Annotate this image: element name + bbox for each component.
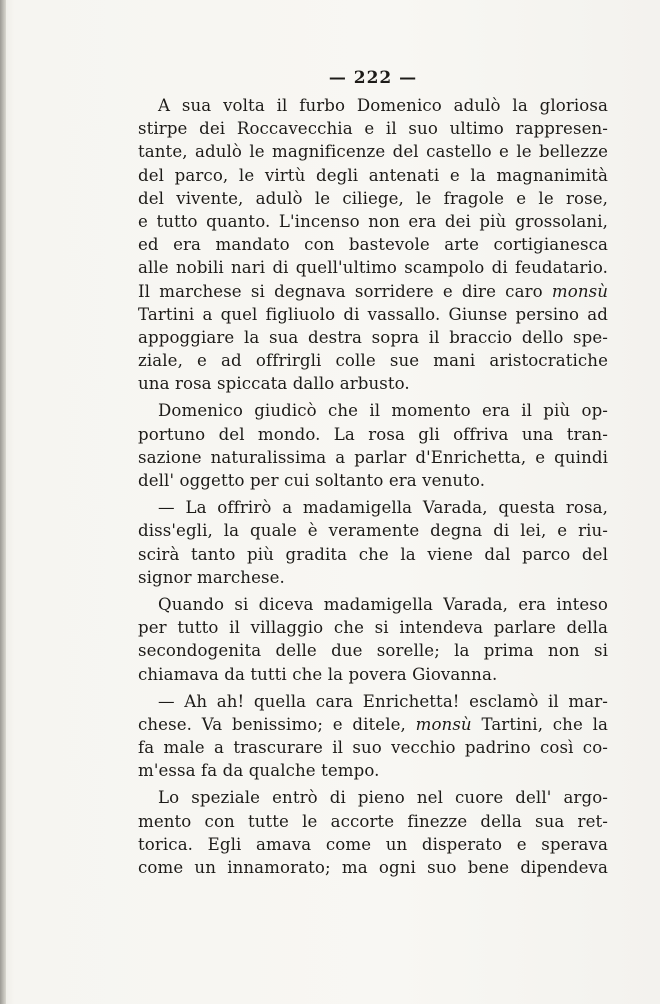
text-line bbox=[138, 280, 608, 303]
text-line: fa male a trascurare il suo vecchio padrino così co- bbox=[138, 738, 608, 758]
text-line bbox=[138, 713, 608, 736]
text-line: del parco, le virtù degli antenati e la magnanimità bbox=[138, 165, 608, 185]
italic-word: monsù bbox=[415, 714, 472, 734]
text-line: come un innamorato; ma ogni suo bene dipendeva bbox=[138, 858, 608, 877]
italic-word: monsù bbox=[551, 281, 609, 301]
text-line: mento con tutte le accorte finezze della sua ret- bbox=[138, 811, 608, 831]
page-spine-shadow bbox=[0, 0, 6, 1004]
text-line: Quando si diceva madamigella Varada, era inteso bbox=[158, 594, 608, 614]
text-line: stirpe dei Roccavecchia e il suo ultimo rappresen- bbox=[138, 119, 608, 139]
text-line: per tutto il villaggio che si intendeva parlare della bbox=[138, 618, 608, 638]
text-line: Domenico giudicò che il momento era il più op- bbox=[158, 401, 608, 421]
text-line: chiamava da tutti che la povera Giovanna. bbox=[138, 664, 498, 684]
text-line: una rosa spiccata dallo arbusto. bbox=[138, 374, 410, 394]
text-line: appoggiare la sua destra sopra il braccio dello spe- bbox=[138, 327, 608, 347]
text-line: dell' oggetto per cui soltanto era venuto. bbox=[138, 471, 486, 490]
text-line: signor marchese. bbox=[138, 567, 285, 587]
text-line: scirà tanto più gradita che la viene dal parco del bbox=[138, 544, 608, 564]
page-text-block bbox=[138, 62, 608, 879]
text-line: — La offrirò a madamigella Varada, questa rosa, bbox=[158, 498, 608, 518]
text-line: ed era mandato con bastevole arte cortigianesca bbox=[138, 235, 608, 255]
text-line: secondogenita delle due sorelle; la prima non si bbox=[138, 641, 608, 661]
text-line: Tartini a quel figliuolo di vassallo. Giunse persino ad bbox=[138, 304, 608, 324]
text-line: sazione naturalissima a parlar d'Enrichetta, e quindi bbox=[138, 447, 608, 467]
text-line: e tutto quanto. L'incenso non era dei più grossolani, bbox=[138, 211, 608, 231]
text-segment: Il marchese si degnava sorridere e dire caro bbox=[138, 281, 543, 301]
text-line: tante, adulò le magnificenze del castello e le bellezze bbox=[138, 142, 608, 162]
text-line: diss'egli, la quale è veramente degna di lei, e riu- bbox=[138, 521, 608, 541]
text-line: A sua volta il furbo Domenico adulò la gloriosa bbox=[158, 96, 608, 115]
text-line: torica. Egli amava come un disperato e sperava bbox=[138, 834, 608, 854]
text-line: alle nobili nari di quell'ultimo scampolo di feudatario. bbox=[138, 258, 608, 278]
text-line: m'essa fa da qualche tempo. bbox=[138, 761, 380, 781]
page-number: — 222 — bbox=[328, 68, 418, 88]
text-line: portuno del mondo. La rosa gli offriva una tran- bbox=[138, 424, 608, 444]
text-line: Lo speziale entrò di pieno nel cuore dell' argo- bbox=[158, 788, 608, 808]
text-line: del vivente, adulò le ciliege, le fragole e le rose, bbox=[138, 188, 608, 208]
text-segment: Tartini, che la bbox=[481, 714, 608, 734]
text-line: ziale, e ad offrirgli colle sue mani aristocratiche bbox=[138, 351, 608, 371]
text-segment: chese. Va benissimo; e ditele, bbox=[138, 714, 406, 734]
text-line: — Ah ah! quella cara Enrichetta! esclamò il mar- bbox=[158, 691, 608, 711]
